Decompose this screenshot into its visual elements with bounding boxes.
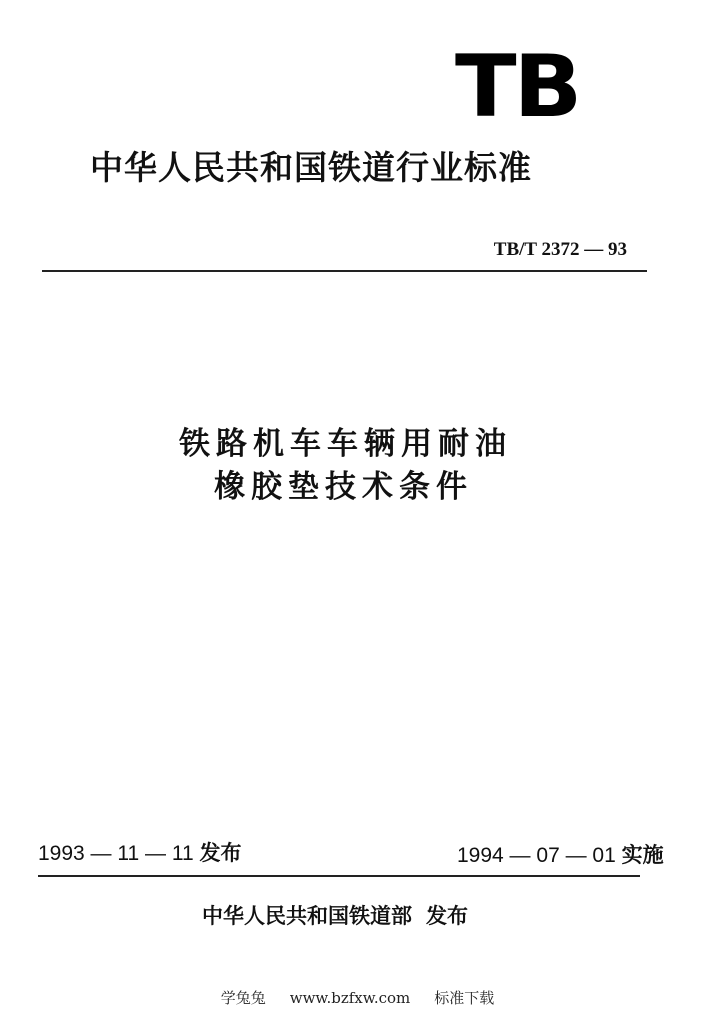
effective-label: 实施 bbox=[621, 843, 664, 867]
watermark-tagline: 标准下载 bbox=[434, 989, 495, 1007]
standard-code: TB/T 2372 — 93 bbox=[493, 239, 627, 260]
issue-date-block bbox=[38, 840, 242, 867]
footer-divider bbox=[38, 875, 640, 877]
standard-category-title: 中华人民共和国铁道行业标准 bbox=[90, 148, 532, 187]
watermark-site-name: 学兔兔 bbox=[220, 989, 266, 1007]
publisher-line bbox=[202, 902, 468, 930]
issue-label: 发布 bbox=[199, 841, 242, 865]
effective-date-block bbox=[457, 842, 664, 869]
tb-logo: TB bbox=[455, 37, 580, 137]
watermark bbox=[0, 988, 715, 1008]
document-title-line-2: 橡胶垫技术条件 bbox=[214, 469, 473, 505]
document-title-line-1: 铁路机车车辆用耐油 bbox=[179, 426, 512, 462]
issue-date: 1993 — 11 — 11 bbox=[38, 842, 194, 865]
watermark-url[interactable]: www.bzfxw.com bbox=[289, 989, 411, 1007]
publisher-action: 发布 bbox=[426, 904, 468, 928]
publisher-name: 中华人民共和国铁道部 bbox=[202, 904, 412, 928]
header-divider bbox=[42, 270, 647, 272]
effective-date: 1994 — 07 — 01 bbox=[457, 844, 616, 867]
